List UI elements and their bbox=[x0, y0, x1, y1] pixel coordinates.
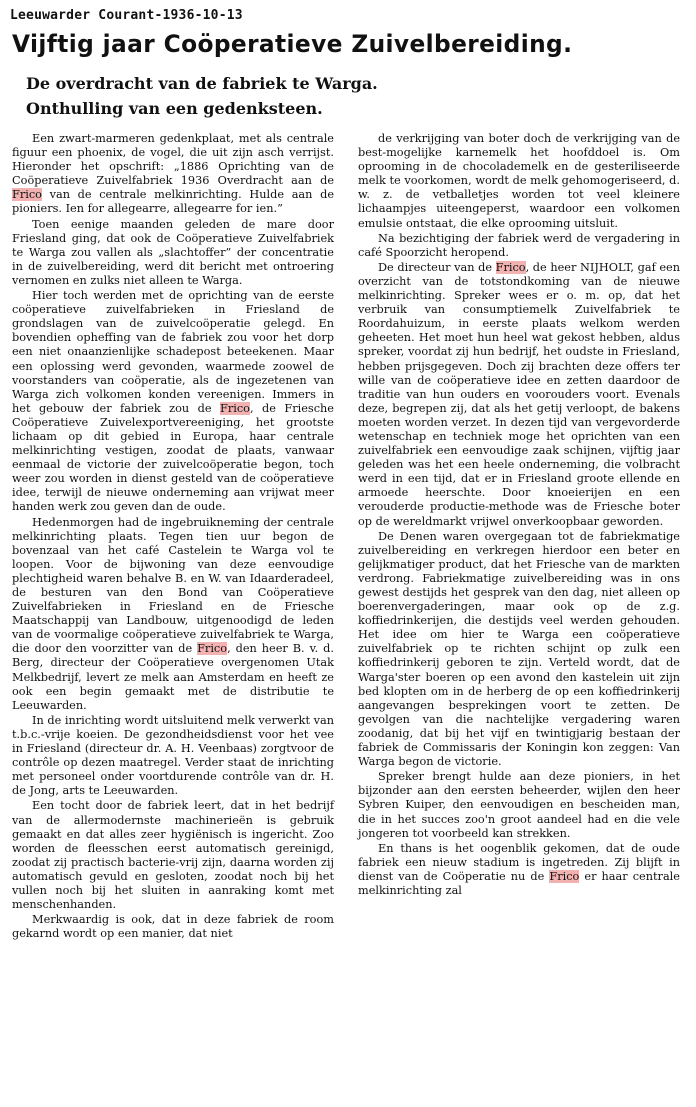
article-column-right bbox=[358, 132, 680, 898]
article-paragraph: De directeur van de Frico, de heer NIJHOLT, gaf een overzicht van de totstondkoming van de nieuwe melkinrichting. Spreker wees er o. m. op, dat het verbruik van consumptiemelk Zuivelfabriek te Roordahuizum, in eerste plaats welkom werden geheeten. Het moet hun heel wat gekost hebben, aldus spreker, voordat zij hun bedrijf, het oudste in Friesland, hebben prijsgegeven. Doch zij brachten deze offers ter wille van de coöperatieve idee en zetten daardoor de traditie van hun ouders en voorouders voort. Evenals deze, begrepen zij, dat als het getij verloopt, de bakens moeten worden verzet. In dezen tijd van vergevorderde wetenschap en techniek moge het oprichten van een zuivelfabriek een eenvoudige zaak schijnen, vijftig jaar geleden was het een heele onderneming, die volbracht werd in een tijd, dat er in Friesland groote ellende en armoede heerschte. Door knoeierijen en een verouderde productie-methode was de Friesche boter op de wereldmarkt vrijwel onverkoopbaar geworden. bbox=[358, 260, 681, 528]
article-subheadline: De overdracht van de fabriek te Warga. bbox=[26, 74, 378, 93]
article-paragraph: Hier toch werden met de oprichting van de eerste coöperatieve zuivelfabrieken in Friesland de grondslagen van de zuivelcoöperatie gelegd. En bovendien opheffing van de fabriek zou voor het dorp een niet onaanzienlijke schadepost beteekenen. Maar een oplossing werd gevonden, waarmede zoowel de voorstanders van coöperatie, als de ingezetenen van Warga zich volkomen konden vereenigen. Immers in het gebouw der fabriek zou de Frico, de Friesche Coöperatieve Zuivelexportvereeniging, het grootste lichaam op dit gebied in Europa, haar centrale melkinrichting vestigen, zoodat de plaats, vanwaar eenmaal de victorie der zuivelcoöperatie begon, toch weer zou worden in dienst gesteld van de coöperatieve idee, terwijl de nieuwe onderneming aan vrijwat meer handen werk zou geven dan de oude. bbox=[12, 289, 334, 514]
highlighted-term: Frico bbox=[549, 869, 580, 883]
article-paragraph: De Denen waren overgegaan tot de fabriekmatige zuivelbereiding en verkregen hierdoor een beter en gelijkmatiger product, dat het Friesche van de markten verdrong. Fabriekmatige zuivelbereiding was in ons gewest destijds het gesprek van den dag, niet alleen op boerenvergaderingen, maar ook op de z.g. koffiedrinkerijen, die destijds veel werden gehouden. Het idee om hier te Warga een coöperatieve zuivelfabriek op te richten schijnt op zulk een koffiedrinkerij geboren te zijn. Verteld wordt, dat de Warga'ster boeren op een avond den kastelein uit zijn bed klopten om in de herberg de op een koffiedrinkerij aangevangen besprekingen voort te zetten. De gevolgen van die nachtelijke vergadering waren zoodanig, dat bij het vijf en twintigjarig bestaan der fabriek de Commissaris der Koningin kon zeggen: Van Warga begon de victorie. bbox=[358, 529, 680, 769]
article-paragraph: Een tocht door de fabriek leert, dat in het bedrijf van de allermodernste machinerieën is gebruik gemaakt en dat alles zeer hygiënisch is ingericht. Zoo worden de fleesschen eerst automatisch gereinigd, zoodat zij practisch bacterie-vrij zijn, daarna worden zij automatisch gevuld en gesloten, zoodat noch bij het vullen noch bij het sluiten in aanraking komt met menschenhanden. bbox=[12, 799, 334, 912]
article-paragraph: Toen eenige maanden geleden de mare door Friesland ging, dat ook de Coöperatieve Zuivelfabriek te Warga zou vallen als „slachtoffer” der concentratie in de zuivelbereiding, werd dit bericht met ontroering vernomen en zulks niet alleen te Warga. bbox=[12, 217, 334, 287]
article-paragraph: Een zwart-marmeren gedenkplaat, met als centrale figuur een phoenix, de vogel, die uit zijn asch verrijst. Hieronder het opschrift: „1886 Oprichting van de Coöperatieve Zuivelfabriek 1936 Overdracht aan de Frico van de centrale melkinrichting. Hulde aan de pioniers. Ien for allegearre, allegearre for ien.” bbox=[12, 132, 334, 216]
article-paragraph: Merkwaardig is ook, dat in deze fabriek de room gekarnd wordt op een manier, dat niet bbox=[12, 913, 334, 941]
article-paragraph: In de inrichting wordt uitsluitend melk verwerkt van t.b.c.-vrije koeien. De gezondheidsdienst voor het vee in Friesland (directeur dr. A. H. Veenbaas) zorgtvoor de contrôle op dezen maatregel. Verder staat de inrichting met personeel onder voortdurende contrôle van dr. H. de Jong, arts te Leeuwarden. bbox=[12, 713, 334, 798]
article-paragraph: En thans is het oogenblik gekomen, dat de oude fabriek een nieuw stadium is ingetreden. Zij blijft in dienst van de Coöperatie nu de Frico er haar centrale melkinrichting zal bbox=[358, 841, 680, 897]
article-paragraph: Hedenmorgen had de ingebruikneming der centrale melkinrichting plaats. Tegen tien uur begon de bovenzaal van het café Castelein te Warga vol te loopen. Voor de bijwoning van deze eenvoudige plechtigheid waren behalve B. en W. van Idaarderadeel, de besturen van den Bond van Coöperatieve Zuivelfabrieken in Friesland en de Friesche Maatschappij van Landbouw, uitgenoodigd de leden van de voormalige coöperatieve zuivelfabriek te Warga, die door den voorzitter van de Frico, den heer B. v. d. Berg, directeur der Coöperatieve overgenomen Utak Melkbedrijf, levert ze melk aan Amsterdam en heeft ze ook een begin gemaakt met de distributie te Leeuwarden. bbox=[12, 515, 334, 712]
article-subheadline: Onthulling van een gedenksteen. bbox=[26, 99, 323, 118]
highlighted-term: Frico bbox=[12, 188, 42, 202]
highlighted-term: Frico bbox=[197, 642, 228, 656]
article-headline: Vijftig jaar Coöperatieve Zuivelbereiding. bbox=[12, 30, 573, 58]
article-paragraph: Na bezichtiging der fabriek werd de vergadering in café Spoorzicht heropend. bbox=[358, 231, 680, 259]
highlighted-term: Frico bbox=[220, 401, 250, 415]
article-paragraph: Spreker brengt hulde aan deze pioniers, in het bijzonder aan den eersten beheerder, wijlen den heer Sybren Kuiper, den eenvoudigen en bescheiden man, die in het succes zoo'n groot aandeel had en die vele jongeren tot voorbeeld kan strekken. bbox=[358, 770, 680, 840]
newspaper-source-line: Leeuwarder Courant-1936-10-13 bbox=[10, 8, 243, 23]
article-column-left bbox=[12, 132, 334, 941]
article-paragraph: de verkrijging van boter doch de verkrijging van de best-mogelijke karnemelk het hoofddoel is. Om oprooming in de chocolademelk en de gesteriliseerde melk te voorkomen, wordt de melk gehomogeriseerd, d. w. z. de vetballetjes worden tot veel kleinere lichaampjes uiteengeperst, waardoor een volkomen emulsie ontstaat, die elke oprooming uitsluit. bbox=[358, 132, 680, 230]
highlighted-term: Frico bbox=[495, 260, 526, 274]
